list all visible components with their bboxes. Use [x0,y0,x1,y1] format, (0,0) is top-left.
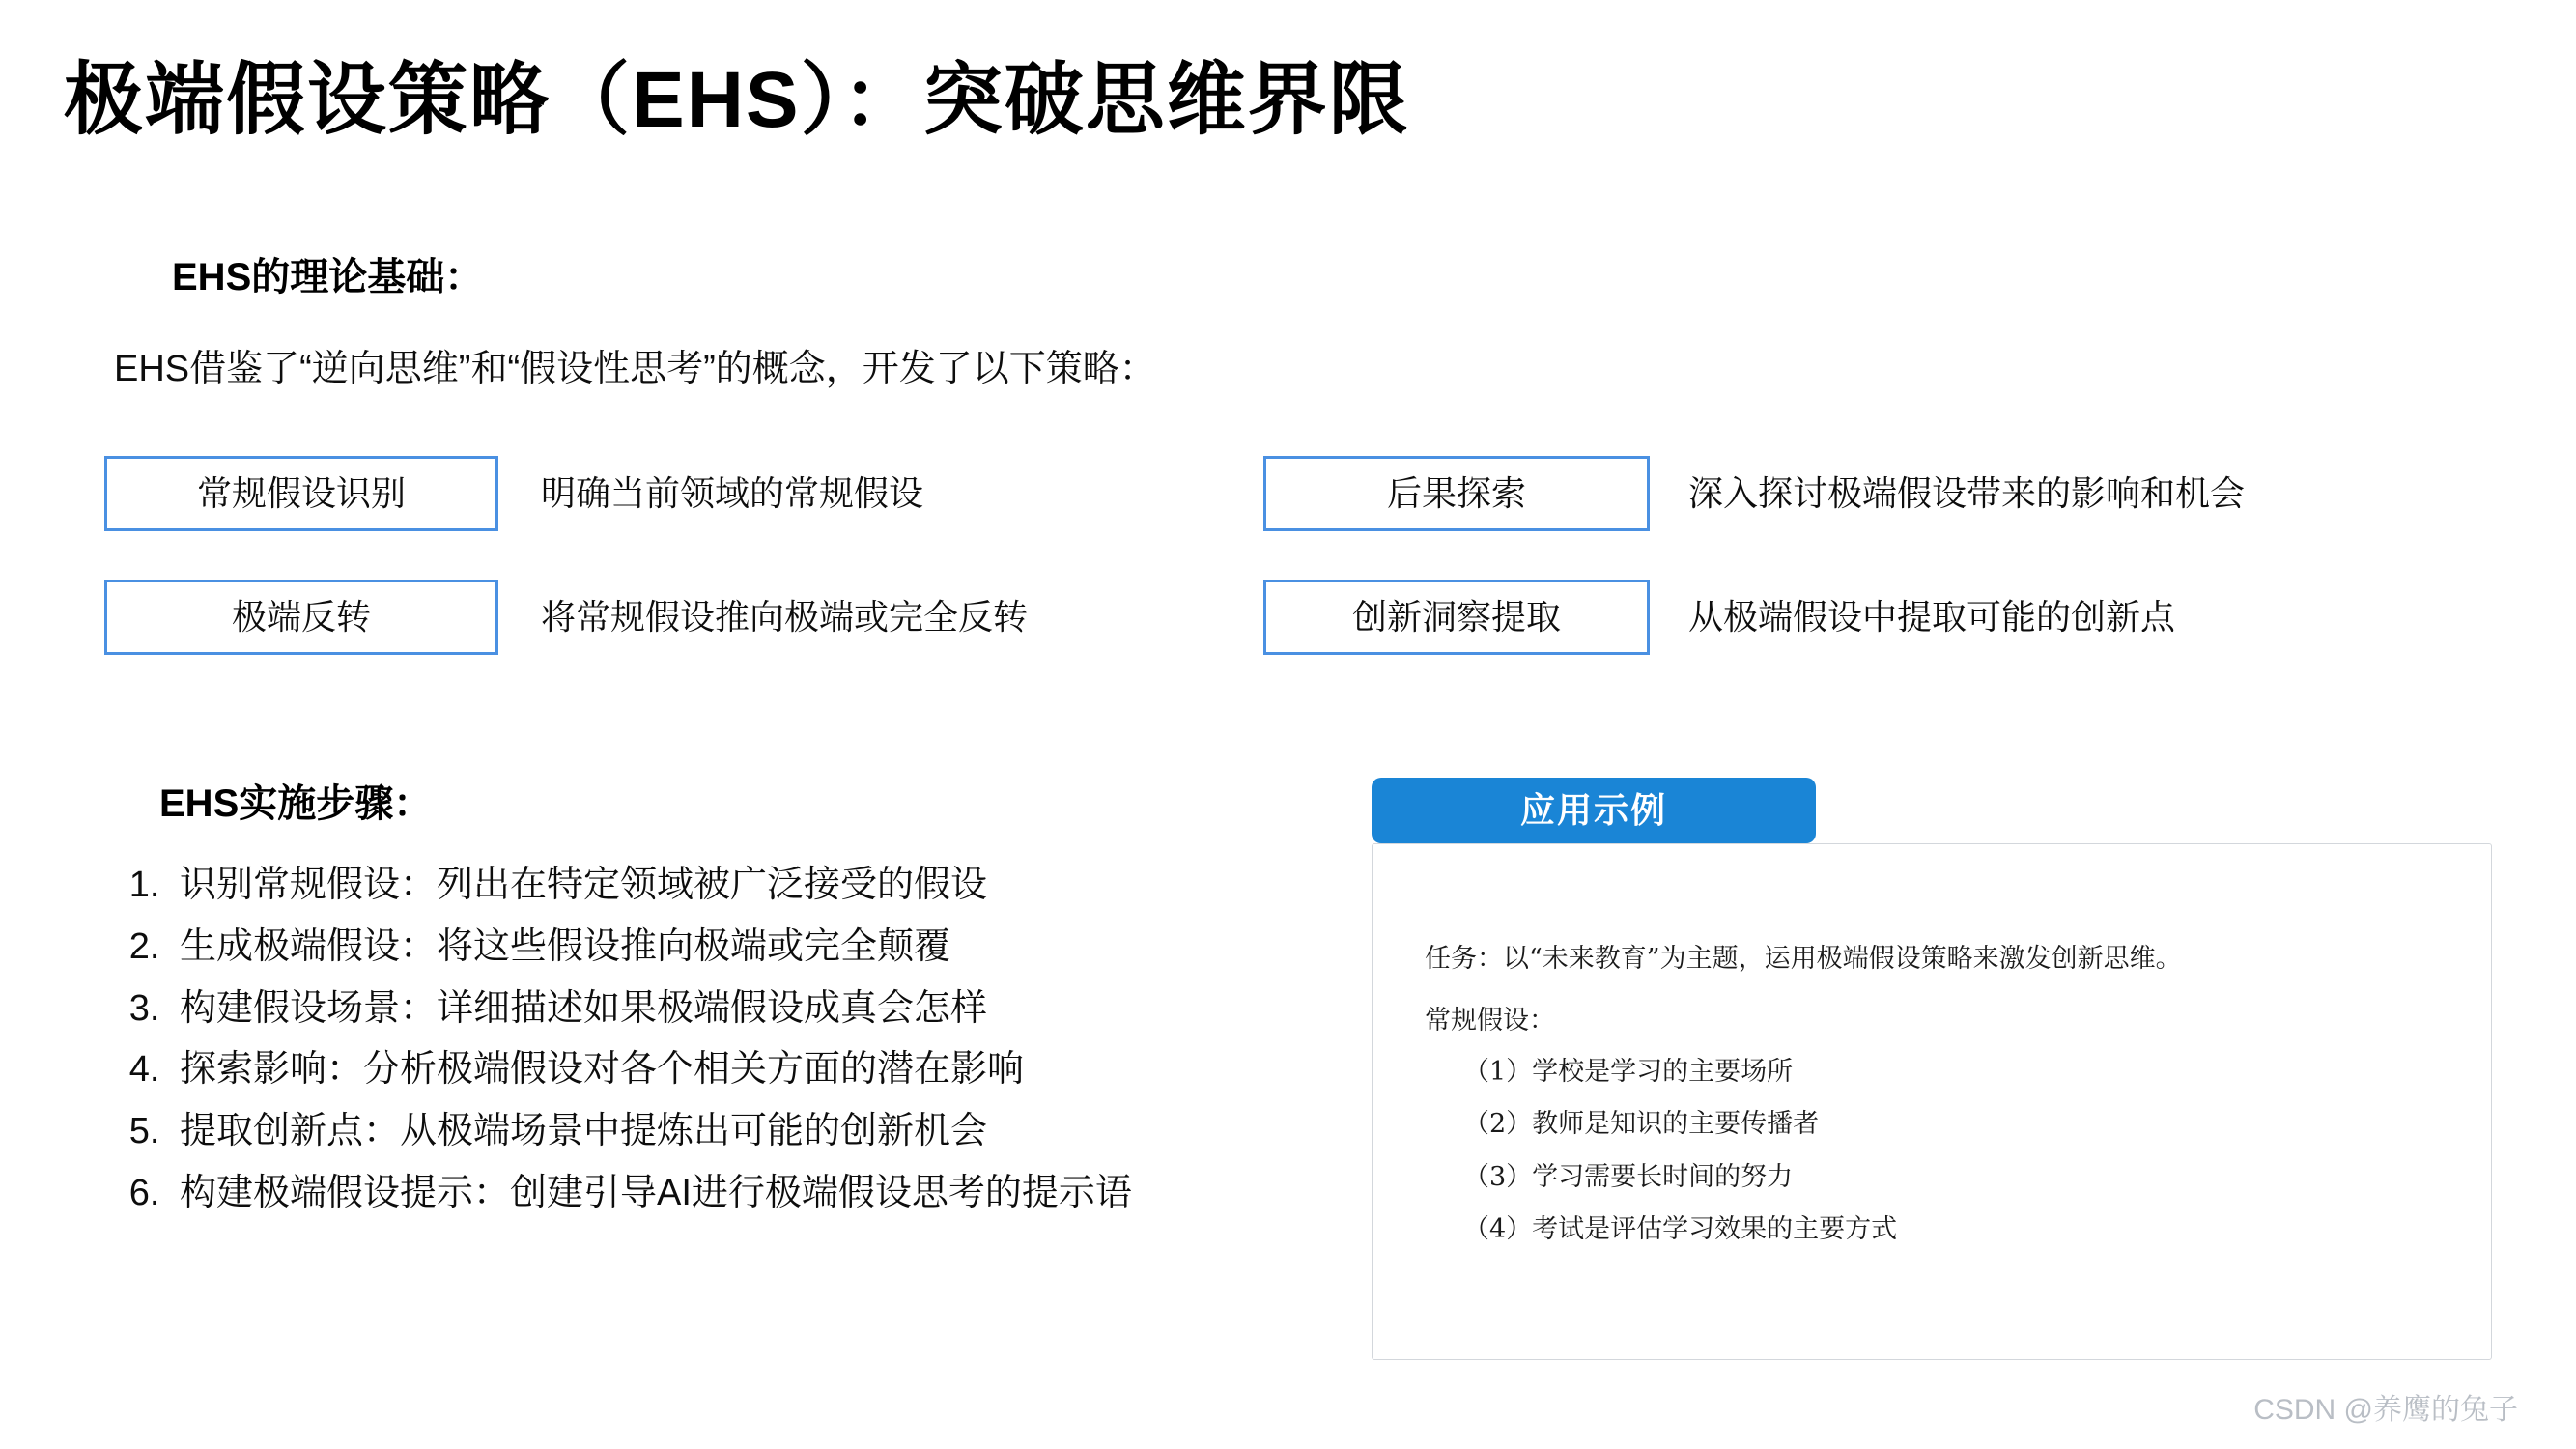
example-assumptions-list [1425,1055,2458,1248]
theory-intro-text: EHS借鉴了“逆向思维”和“假设性思考”的概念，开发了以下策略： [114,349,1156,389]
theory-heading: EHS的理论基础： [172,256,484,298]
strategy-desc-4: 从极端假设中提取可能的创新点 [1688,597,2176,637]
list-item: （2）教师是知识的主要传播者 [1463,1109,1820,1140]
list-item: 4. 探索影响：分析极端假设对各个相关方面的潜在影响 [170,1042,1445,1098]
strategy-chip-4: 创新洞察提取 [1263,580,1650,655]
example-task: 任务：以“未来教育”为主题，运用极端假设策略来激发创新思维。 [1425,944,2182,974]
strategy-desc-1: 明确当前领域的常规假设 [541,473,924,513]
example-assumptions-title: 常规假设： [1425,1006,1555,1037]
strategy-chip-1: 常规假设识别 [104,456,498,531]
strategy-row-2 [104,580,2519,703]
list-item: （3）学习需要长时间的努力 [1463,1161,1794,1192]
list-item: 5. 提取创新点：从极端场景中提炼出可能的创新机会 [170,1104,1445,1160]
list-item: 3. 构建假设场景：详细描述如果极端假设成真会怎样 [170,981,1445,1037]
watermark: CSDN @养鹰的兔子 [2253,1394,2518,1426]
list-item: （1）学校是学习的主要场所 [1463,1056,1794,1087]
strategy-grid [104,456,2519,703]
steps-list [104,858,1445,1228]
strategy-chip-2: 后果探索 [1263,456,1650,531]
strategy-desc-3: 将常规假设推向极端或完全反转 [541,597,1029,637]
page-title: 极端假设策略（EHS）：突破思维界限 [64,56,1410,144]
steps-heading: EHS实施步骤： [159,782,433,825]
list-item: （4）考试是评估学习效果的主要方式 [1463,1214,1898,1245]
example-content [1425,942,2458,1265]
example-tab-label: 应用示例 [1372,778,1816,843]
list-item: 1. 识别常规假设：列出在特定领域被广泛接受的假设 [170,858,1445,914]
list-item: 6. 构建极端假设提示：创建引导AI进行极端假设思考的提示语 [170,1166,1445,1222]
strategy-desc-2: 深入探讨极端假设带来的影响和机会 [1688,473,2246,513]
list-item: 2. 生成极端假设：将这些假设推向极端或完全颠覆 [170,920,1445,976]
strategy-row-1 [104,456,2519,580]
strategy-chip-3: 极端反转 [104,580,498,655]
